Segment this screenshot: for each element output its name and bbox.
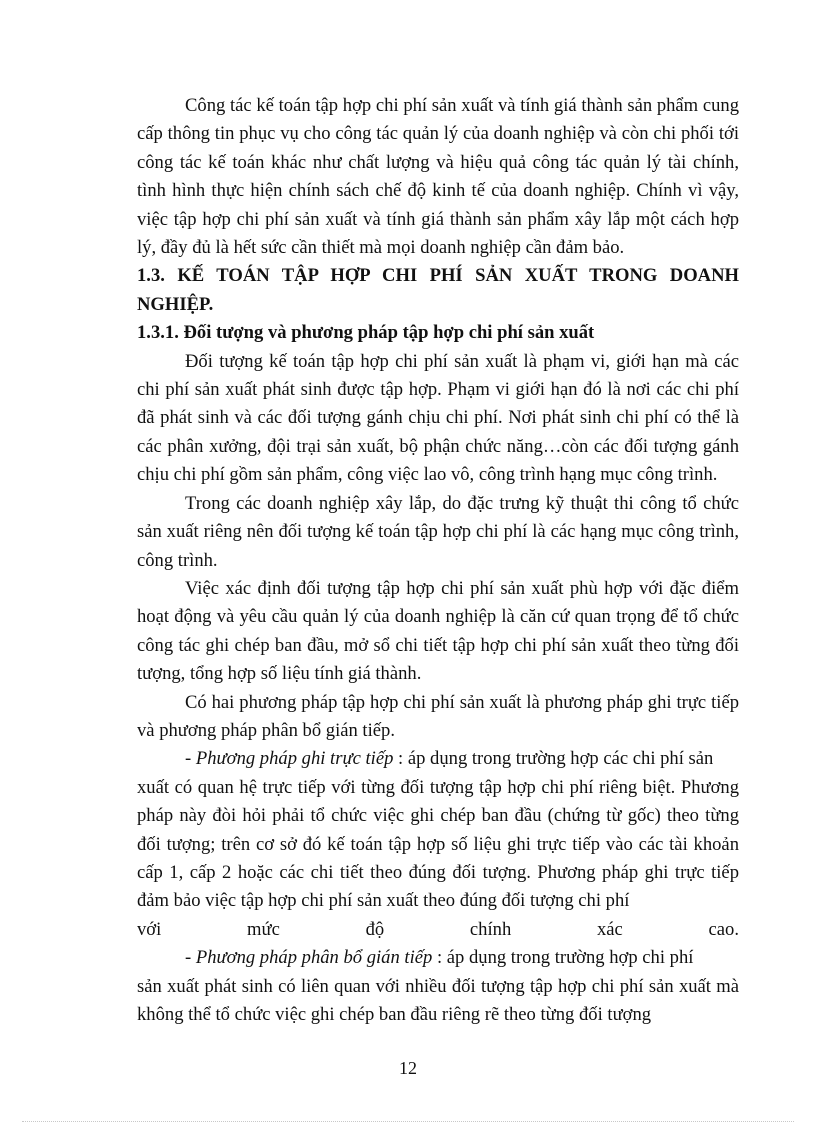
paragraph-object-definition: Đối tượng kế toán tập hợp chi phí sản xuất là phạm vi, giới hạn mà các chi phí sản xuất phát sinh được tập hợp. Phạm vi giới hạn đó là nơi các chi phí đã phát sinh và các đối tượng gánh chịu chi phí. Nơi phát sinh chi phí có thể là các phân xưởng, đội trại sản xuất, bộ phận chức năng…còn các đối tượng gánh chịu chi phí gồm sản phẩm, công việc lao vô, công trình hạng mục công trình.	[137, 350, 739, 486]
indirect-method-text: : áp dụng trong trường hợp chi phí	[432, 947, 694, 969]
paragraph-indirect-method-intro	[137, 944, 739, 972]
direct-method-text: : áp dụng trong trường hợp các chi phí sản	[393, 748, 714, 770]
paragraph-indirect-method-body: sản xuất phát sinh có liên quan với nhiều đối tượng tập hợp chi phí sản xuất mà không thể tổ chức việc ghi chép ban đầu riêng rẽ theo từng đối tượng	[137, 975, 739, 1025]
paragraph-determination: Việc xác định đối tượng tập hợp chi phí sản xuất phù hợp với đặc điểm hoạt động và yêu cầu quản lý của doanh nghiệp là căn cứ quan trọng để tổ chức công tác ghi chép ban đầu, mở sổ chi tiết tập hợp chi phí sản xuất theo từng đối tượng, tổng hợp số liệu tính giá thành.	[137, 577, 739, 685]
direct-method-last-line: với mức độ chính xác cao.	[137, 918, 739, 940]
paragraph-construction-firms: Trong các doanh nghiệp xây lắp, do đặc trưng kỹ thuật thi công tổ chức sản xuất riêng nên đối tượng kế toán tập hợp chi phí là các hạng mục công trình, công trình.	[137, 492, 739, 571]
paragraph-direct-method-body: xuất có quan hệ trực tiếp với từng đối tượng tập hợp chi phí riêng biệt. Phương pháp này đòi hỏi phải tổ chức việc ghi chép ban đầu (chứng từ gốc) theo từng đối tượng; trên cơ sở đó kế toán tập hợp số liệu ghi trực tiếp vào các tài khoản cấp 1, cấp 2 hoặc các chi tiết theo đúng đối tượng. Phương pháp ghi trực tiếp đảm bảo việc tập hợp chi phí sản xuất theo đúng đối tượng chi phí	[137, 776, 739, 912]
paragraph-direct-method-intro	[137, 745, 739, 773]
list-dash: -	[185, 947, 196, 969]
term-direct-method: Phương pháp ghi trực tiếp	[195, 748, 394, 770]
paragraph-two-methods: Có hai phương pháp tập hợp chi phí sản xuất là phương pháp ghi trực tiếp và phương pháp phân bổ gián tiếp.	[137, 691, 739, 741]
term-indirect-method: Phương pháp phân bổ gián tiếp	[195, 947, 433, 969]
page-bottom-divider	[22, 1121, 794, 1122]
page-content	[137, 92, 739, 1029]
paragraph-intro: Công tác kế toán tập hợp chi phí sản xuất và tính giá thành sản phẩm cung cấp thông tin phục vụ cho công tác quản lý của doanh nghiệp và còn chi phối tới công tác kế toán khác như chất lượng và hiệu quả công tác quản lý tài chính, tình hình thực hiện chính sách chế độ kinh tế của doanh nghiệp. Chính vì vậy, việc tập hợp chi phí sản xuất và tính giá thành sản phẩm xây lắp một cách hợp lý, đầy đủ là hết sức cần thiết mà mọi doanh nghiệp cần đảm bảo.	[137, 95, 739, 259]
list-dash: -	[185, 748, 196, 770]
section-heading-1-3: 1.3. KẾ TOÁN TẬP HỢP CHI PHÍ SẢN XUẤT TRONG DOANH NGHIỆP.	[137, 265, 739, 315]
page-number: 12	[399, 1058, 417, 1078]
subsection-heading-1-3-1: 1.3.1. Đối tượng và phương pháp tập hợp chi phí sản xuất	[137, 322, 595, 344]
